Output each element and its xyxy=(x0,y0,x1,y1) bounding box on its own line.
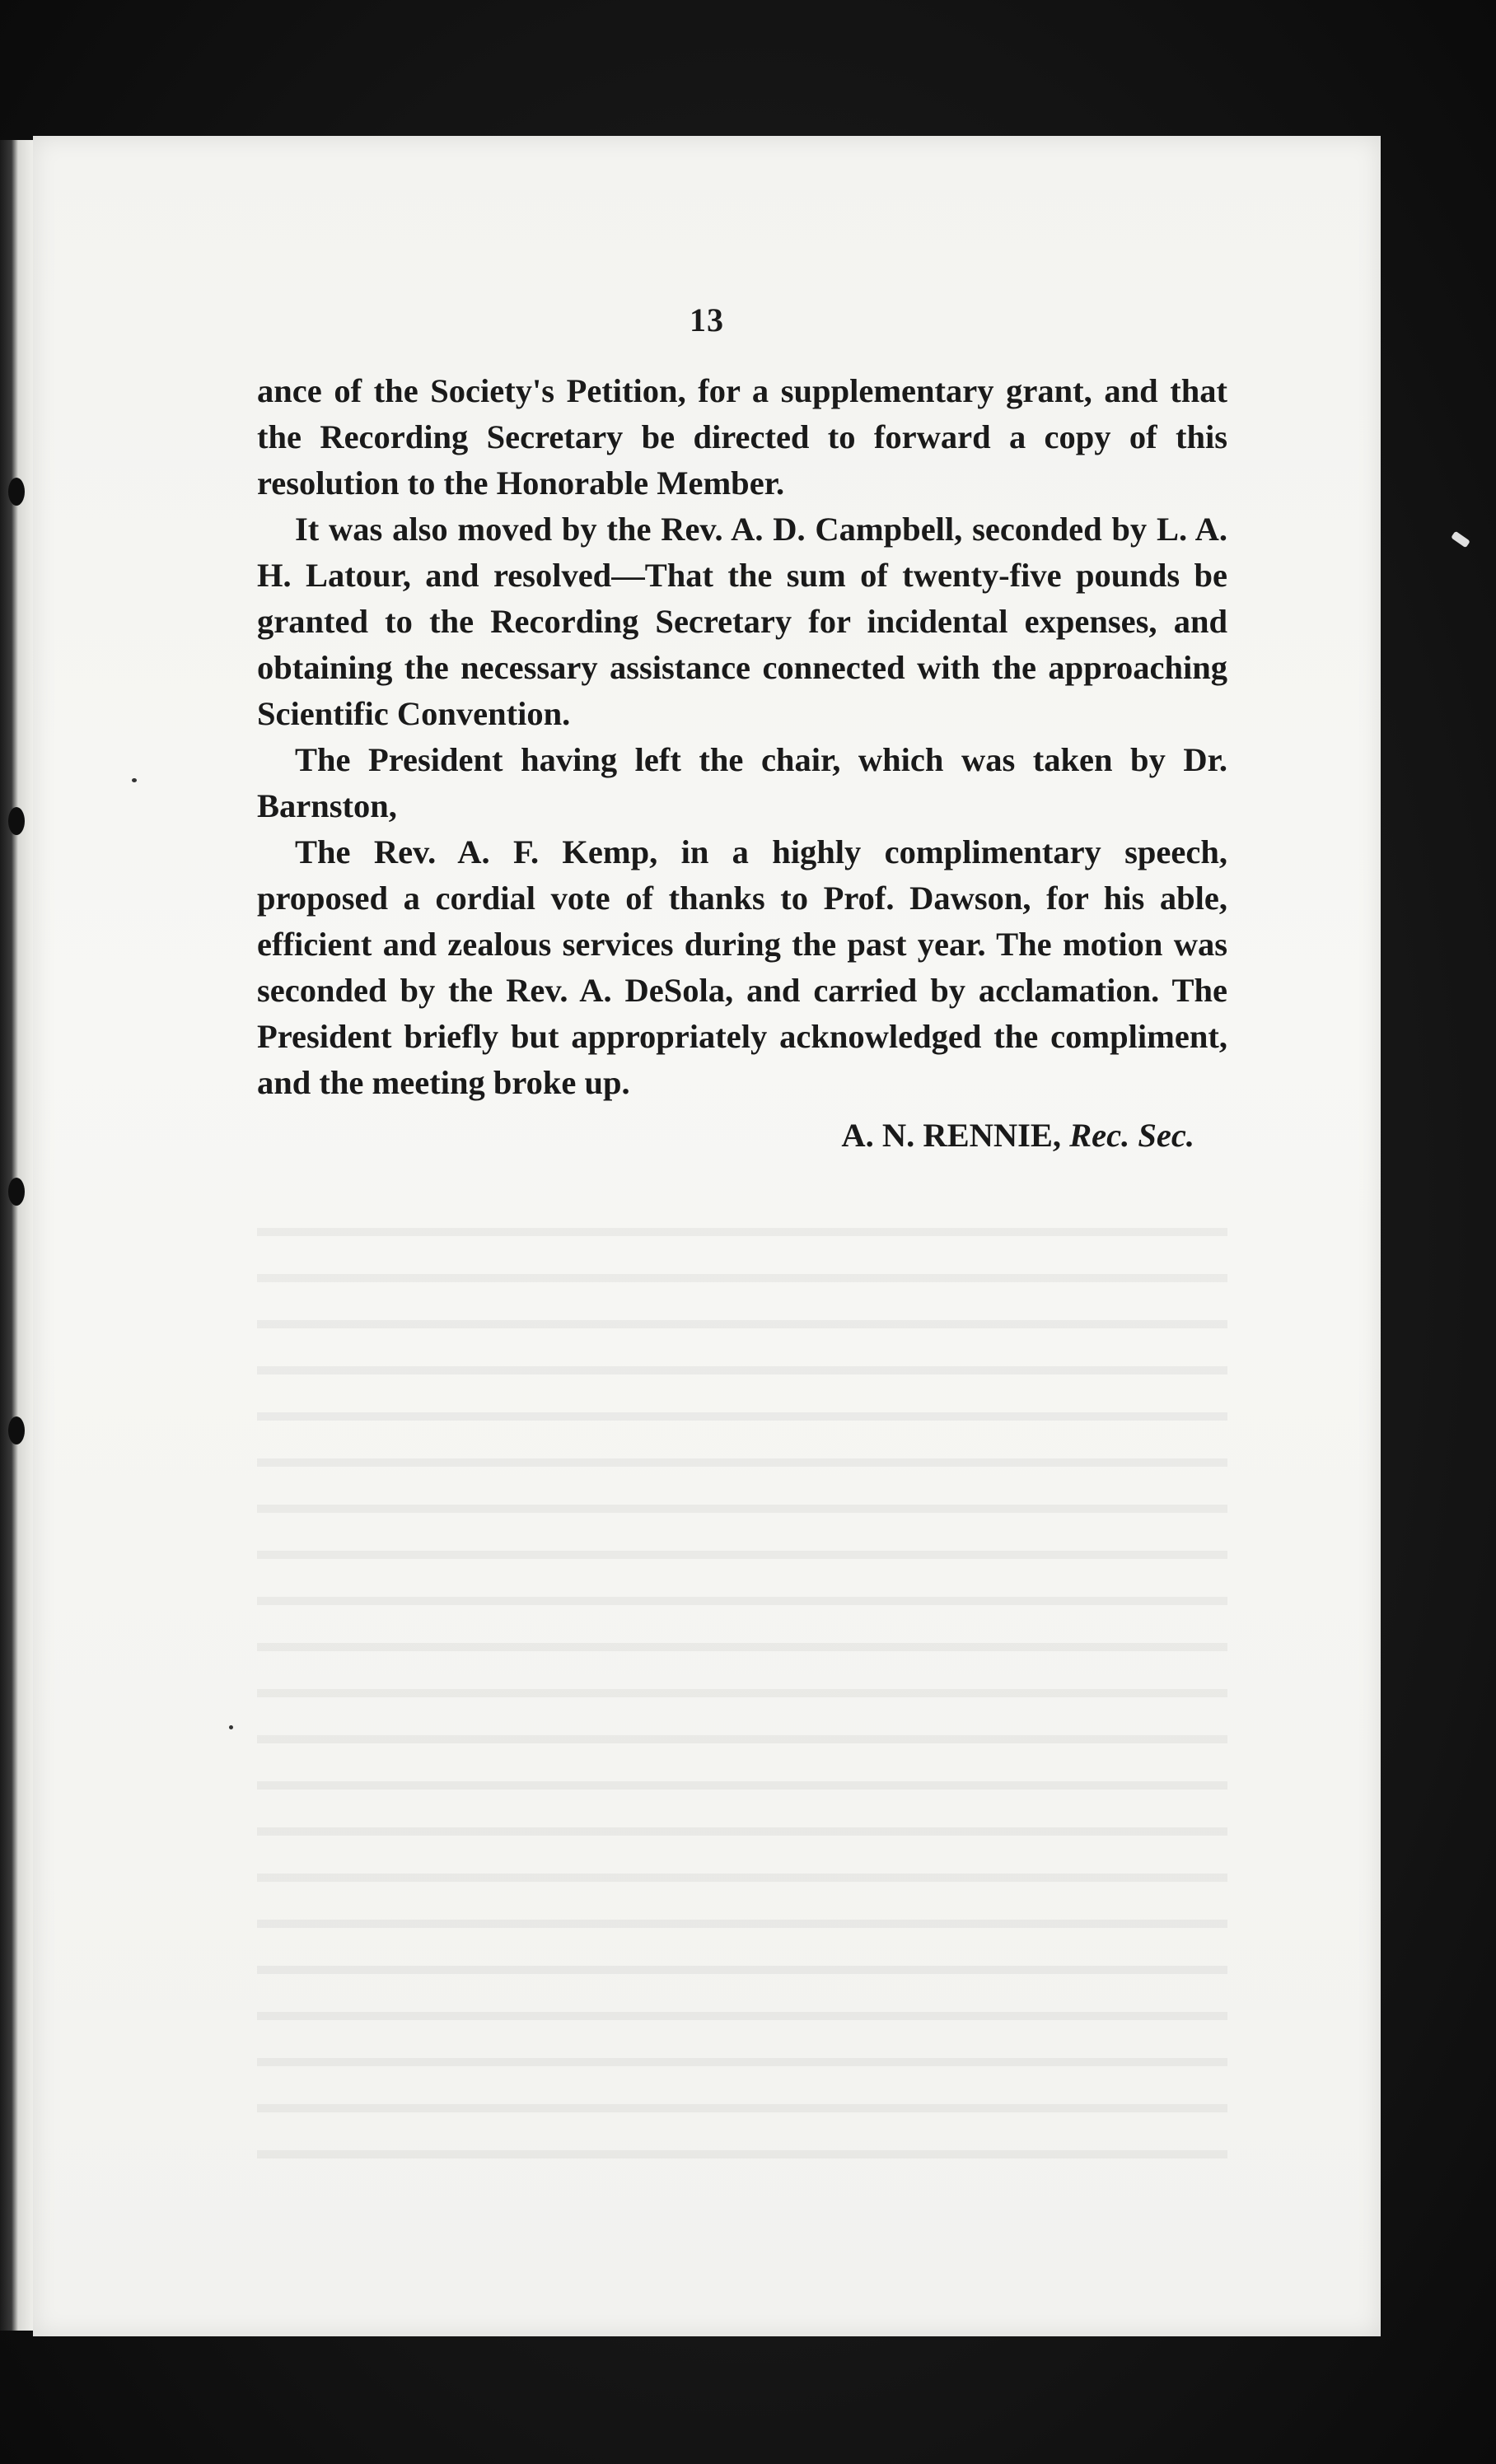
binding-mark xyxy=(8,1178,25,1206)
paragraph: The President having left the chair, which was taken by Dr. Barnston, xyxy=(257,741,1227,824)
paragraph: It was also moved by the Rev. A. D. Campbell, seconded by L. A. H. Latour, and resolved—That the sum of twenty-five pounds be granted to the Recording Secretary for incidental expenses, and obtaining the necessary assistance connected with the approaching Scientific Convention. xyxy=(257,511,1227,732)
paragraph: ance of the Society's Petition, for a supplementary grant, and that the Recording Secretary be directed to forward a copy of this resolution to the Honorable Member. xyxy=(257,372,1227,502)
signature-name: A. N. RENNIE, xyxy=(841,1117,1062,1154)
signature-title: Rec. Sec. xyxy=(1069,1117,1194,1154)
dust-speck xyxy=(229,1725,233,1729)
binding-mark xyxy=(8,1416,25,1444)
document-page xyxy=(33,136,1381,2336)
show-through-text xyxy=(257,1198,1227,2170)
previous-page-edge xyxy=(0,140,33,2331)
dust-speck xyxy=(132,778,137,782)
paragraph: The Rev. A. F. Kemp, in a highly complimentary speech, proposed a cordial vote of thanks to Prof. Dawson, for his able, efficient and zealous services during the past year. The motion was seconded by the Rev. A. DeSola, and carried by acclamation. The President briefly but appropriately acknowledged the compliment, and the meeting broke up. xyxy=(257,833,1227,1101)
body-text xyxy=(257,368,1227,1159)
binding-mark xyxy=(8,478,25,506)
scan-artifact xyxy=(1451,531,1470,548)
page-number: 13 xyxy=(690,301,724,338)
binding-mark xyxy=(8,807,25,835)
signature xyxy=(257,1113,1227,1159)
